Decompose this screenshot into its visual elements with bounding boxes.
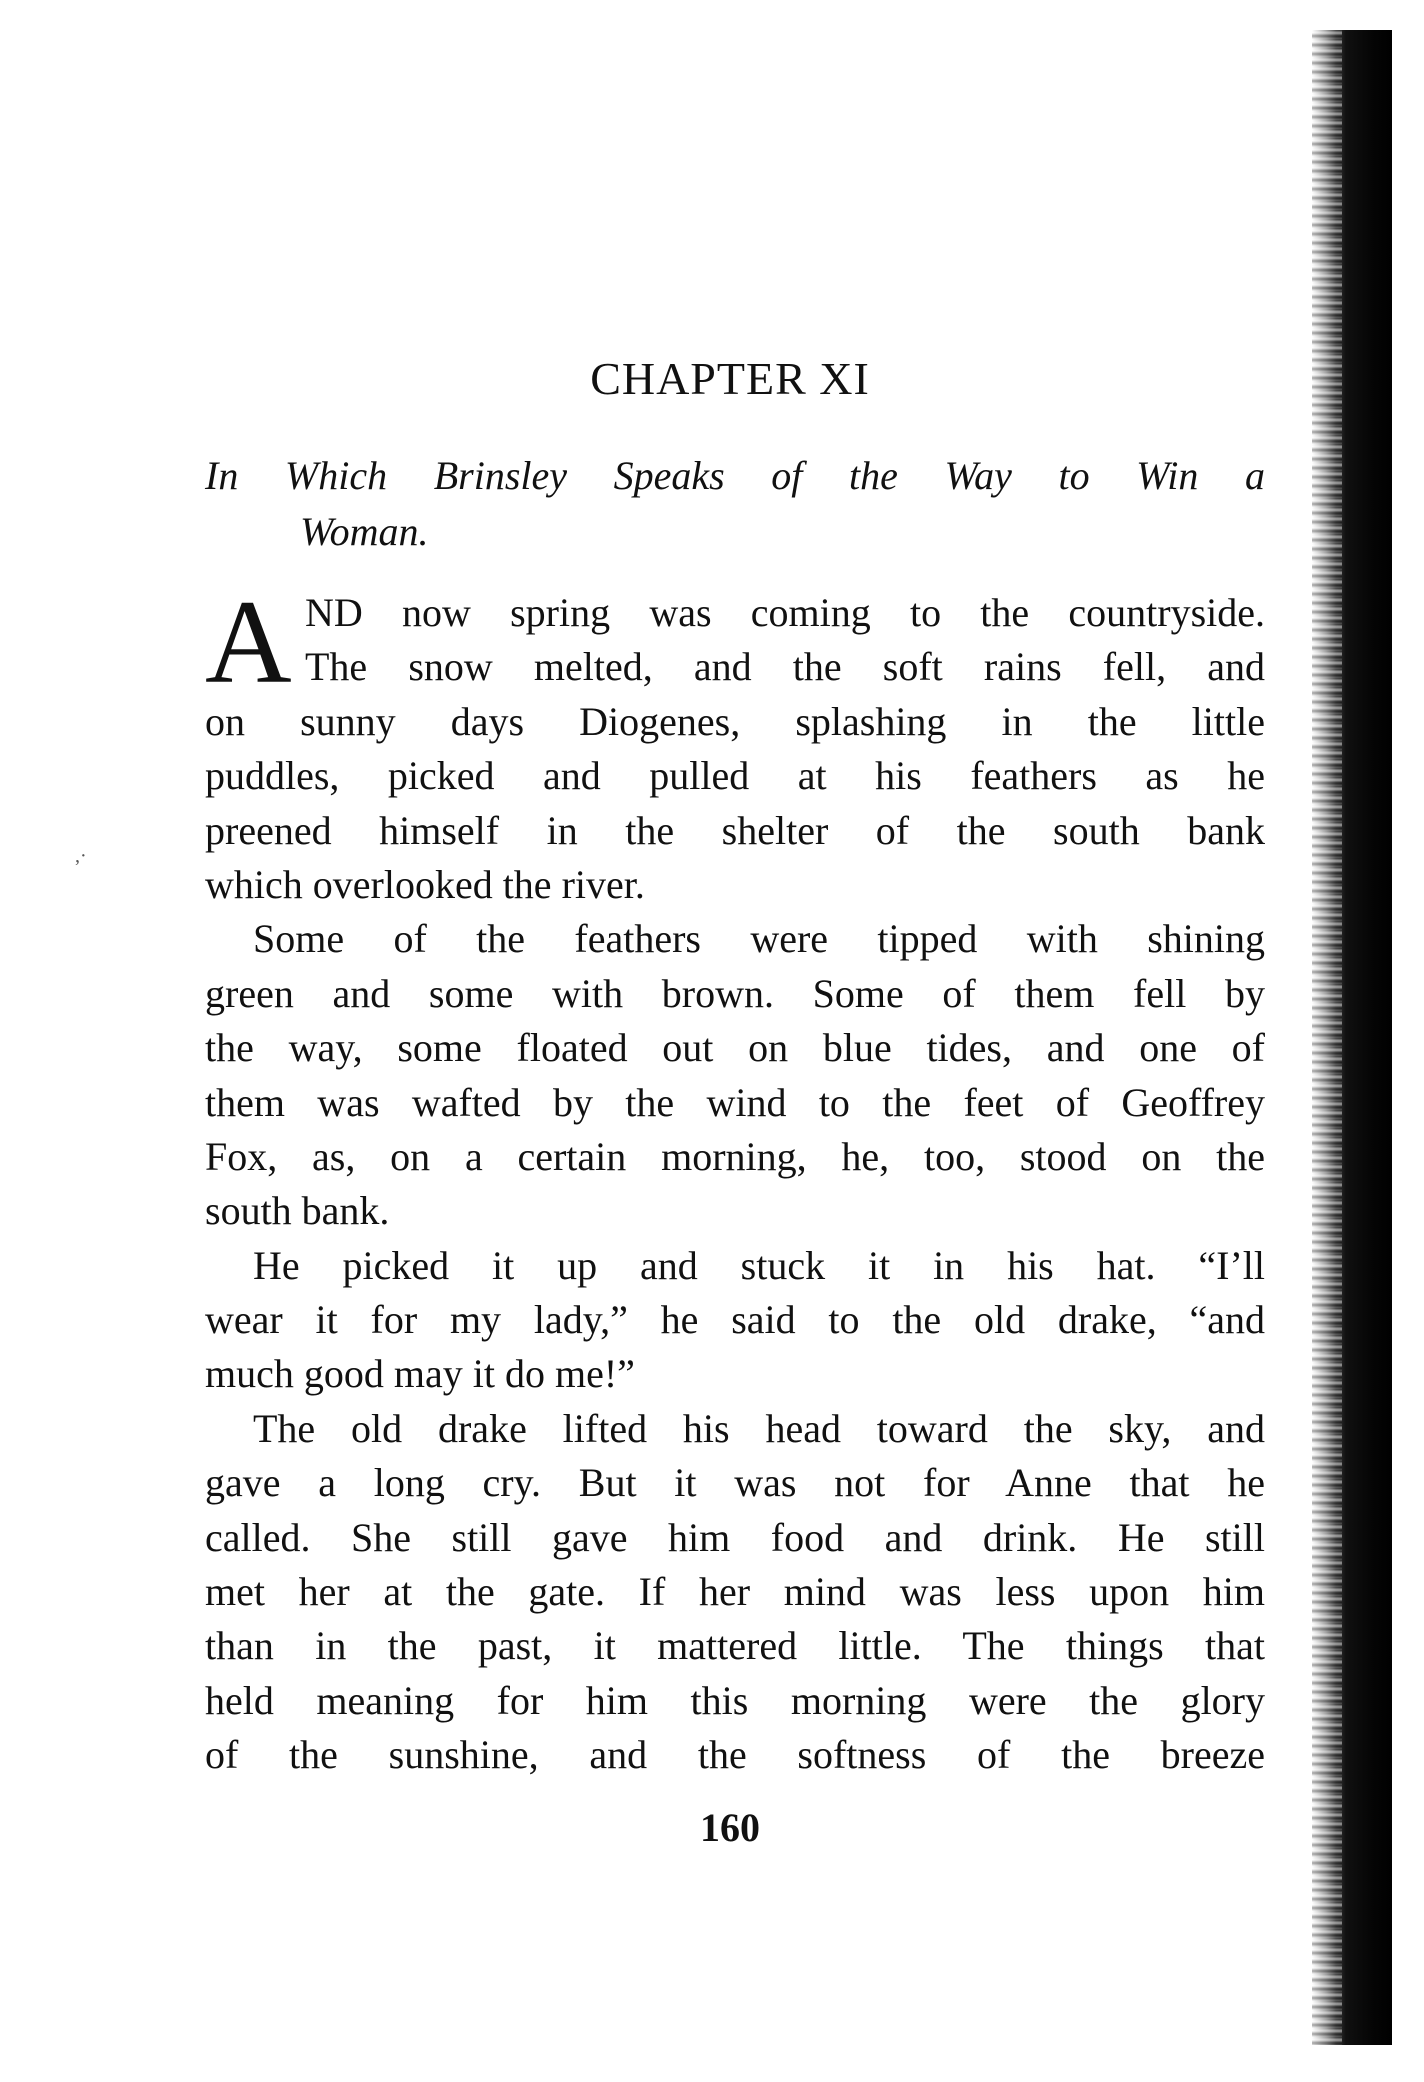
chapter-subtitle: In Which Brinsley Speaks of the Way to Win a [205, 453, 1265, 498]
drop-cap: A [205, 575, 292, 708]
chapter-heading: CHAPTER XI [590, 353, 870, 404]
text-line: Fox, as, on a certain morning, he, too, stood on the [205, 1133, 1265, 1179]
text-line: than in the past, it mattered little. The things that [205, 1623, 1265, 1669]
text-line: held meaning for him this morning were the glory [205, 1677, 1265, 1723]
text-line: The snow melted, and the soft rains fell, and [305, 644, 1265, 690]
text-line: ND now spring was coming to the countryside. [305, 590, 1265, 635]
text-line: on sunny days Diogenes, splashing in the little [205, 698, 1265, 744]
chapter-subtitle-continuation: Woman. [300, 509, 429, 554]
text-line: south bank. [205, 1188, 390, 1234]
text-line: green and some with brown. Some of them fell by [205, 970, 1265, 1016]
text-line: of the sunshine, and the softness of the breeze [205, 1732, 1265, 1778]
text-line: puddles, picked and pulled at his feathers as he [205, 753, 1265, 799]
text-line: them was wafted by the wind to the feet of Geoffrey [205, 1079, 1265, 1125]
text-line: gave a long cry. But it was not for Anne that he [205, 1460, 1265, 1506]
text-line: the way, some floated out on blue tides, and one of [205, 1025, 1265, 1071]
text-line: He picked it up and stuck it in his hat. “I’ll [253, 1242, 1265, 1288]
text-line: met her at the gate. If her mind was less upon him [205, 1569, 1265, 1615]
text-line: Some of the feathers were tipped with shining [253, 916, 1265, 962]
text-line: The old drake lifted his head toward the sky, and [253, 1405, 1265, 1451]
text-line: which overlooked the river. [205, 861, 645, 907]
scan-speck: ,· [75, 845, 87, 867]
text-line: preened himself in the shelter of the south bank [205, 807, 1265, 853]
text-line: wear it for my lady,” he said to the old drake, “and [205, 1297, 1265, 1343]
page-number: 160 [700, 1805, 760, 1850]
body-text [205, 586, 1265, 1783]
text-line: called. She still gave him food and drink. He still [205, 1514, 1265, 1560]
binding-edge [1312, 30, 1392, 2045]
text-line: much good may it do me!” [205, 1351, 635, 1397]
